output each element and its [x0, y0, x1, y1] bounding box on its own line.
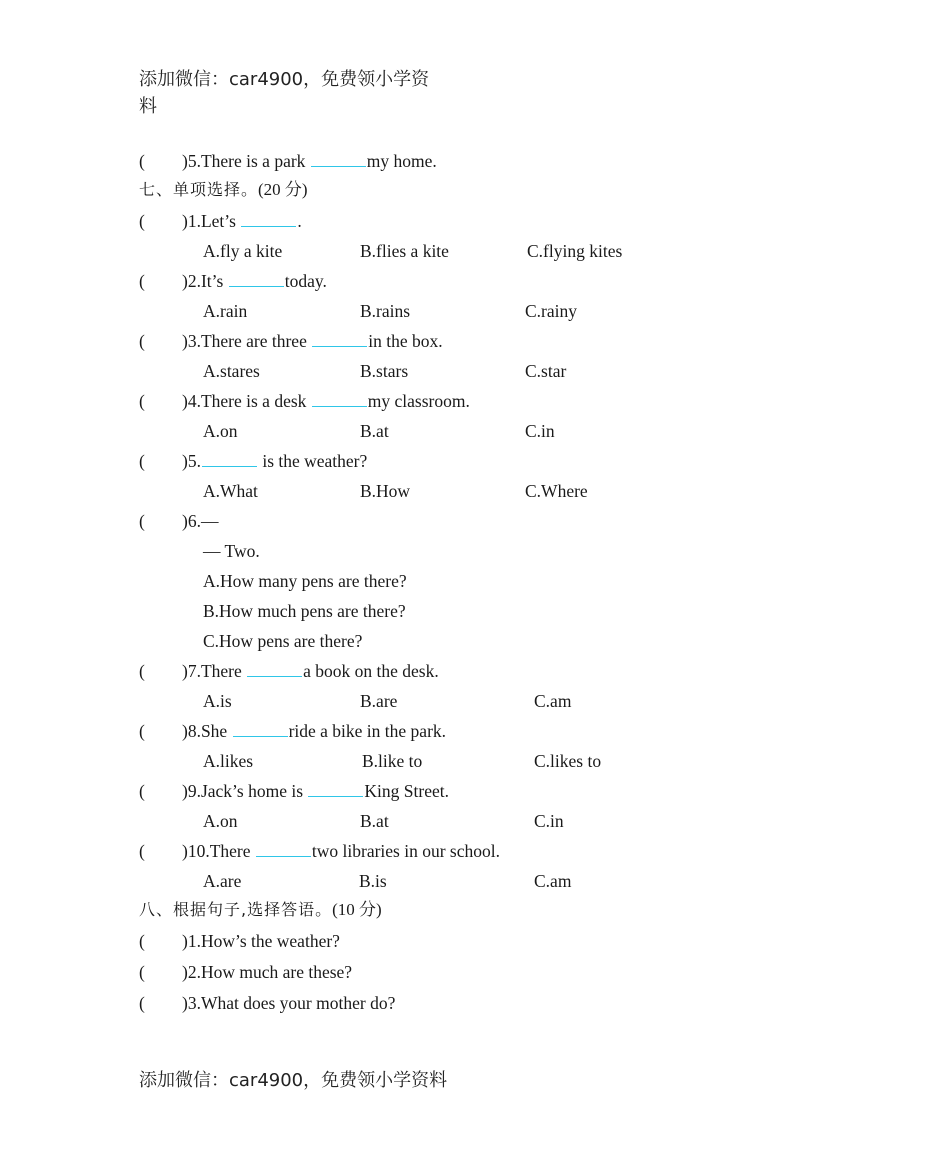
answer-blank: [312, 329, 367, 347]
question-stem-post: my home.: [366, 151, 437, 171]
question-line: [139, 449, 367, 473]
watermark-bottom: 添加微信：car4900，免费领小学资料: [139, 1070, 448, 1091]
question-stem-pre: )4.There is a desk: [182, 391, 307, 411]
answer-blank: [233, 719, 288, 737]
question-stem-post: King Street.: [364, 781, 449, 801]
option-b: B.like to: [362, 751, 423, 771]
answer-blank: [311, 149, 366, 167]
question-stem-post: a book on the desk.: [303, 661, 439, 681]
question-stem-post: two libraries in our school.: [311, 841, 500, 861]
answer-paren: (: [139, 841, 145, 861]
question-stem-pre: )2.It’s: [182, 271, 224, 291]
answer-blank: [256, 839, 311, 857]
answer-paren: (: [139, 211, 145, 231]
question-stem-post: is the weather?: [257, 451, 368, 471]
section-title: 七、单项选择。: [139, 180, 259, 199]
answer-paren: (: [139, 781, 145, 801]
question-line: [139, 509, 218, 533]
answer-paren: (: [139, 151, 145, 171]
section-score: (10 分): [332, 900, 382, 919]
option-a: A.likes: [203, 751, 254, 771]
option-a: A.What: [203, 481, 258, 501]
answer-blank: [247, 659, 302, 677]
question-line: [139, 719, 446, 743]
option-a: A.on: [203, 421, 238, 441]
question-stem-post: my classroom.: [367, 391, 470, 411]
question-stem-pre: )3.There are three: [182, 331, 307, 351]
option-a: A.are: [203, 871, 242, 891]
question-line: [139, 269, 327, 293]
option-c: C.star: [525, 361, 567, 381]
question-line: [139, 839, 500, 863]
option-c: C.in: [534, 811, 564, 831]
question-stem: )2.How much are these?: [182, 962, 353, 982]
question-stem-pre: )7.There: [182, 661, 242, 681]
question-stem-pre: )5.: [182, 451, 201, 471]
section-score: (20 分): [258, 180, 308, 199]
watermark-top-line1: 添加微信：car4900，免费领小学资: [139, 69, 430, 90]
question-stem: )3.What does your mother do?: [182, 993, 396, 1013]
option-b: B.rains: [360, 301, 411, 321]
option-b: B.flies a kite: [360, 241, 449, 261]
answer-paren: (: [139, 511, 145, 531]
question-line: [139, 329, 443, 353]
option-c: C.How pens are there?: [203, 631, 363, 651]
answer-paren: (: [139, 962, 145, 982]
answer-paren: (: [139, 391, 145, 411]
question-line: [139, 209, 302, 233]
option-c: C.am: [534, 691, 572, 711]
question-stem: )6.—: [182, 511, 219, 531]
answer-blank: [229, 269, 284, 287]
option-b: B.How much pens are there?: [203, 601, 406, 621]
question-line: [139, 991, 395, 1015]
question-stem-post: today.: [284, 271, 327, 291]
option-c: C.likes to: [534, 751, 602, 771]
option-b: B.at: [360, 421, 389, 441]
question-stem-pre: )5.There is a park: [182, 151, 306, 171]
answer-blank: [308, 779, 363, 797]
answer-blank: [202, 449, 257, 467]
answer-paren: (: [139, 993, 145, 1013]
answer-paren: (: [139, 271, 145, 291]
answer-paren: (: [139, 451, 145, 471]
question-stem-pre: )1.Let’s: [182, 211, 236, 231]
option-c: C.flying kites: [527, 241, 623, 261]
option-c: C.am: [534, 871, 572, 891]
answer-blank: [312, 389, 367, 407]
question-stem-pre: )10.There: [182, 841, 251, 861]
answer-paren: (: [139, 931, 145, 951]
question-stem-pre: )9.Jack’s home is: [182, 781, 304, 801]
option-a: A.How many pens are there?: [203, 571, 407, 591]
option-b: B.How: [360, 481, 411, 501]
question-line: [139, 960, 352, 984]
option-a: A.rain: [203, 301, 248, 321]
answer-paren: (: [139, 721, 145, 741]
option-a: A.stares: [203, 361, 260, 381]
question-line: [139, 929, 340, 953]
question-line: [139, 779, 449, 803]
question-stem-post: ride a bike in the park.: [288, 721, 447, 741]
option-c: C.Where: [525, 481, 588, 501]
option-a: A.on: [203, 811, 238, 831]
option-b: B.at: [360, 811, 389, 831]
question-stem-post: .: [297, 211, 302, 231]
option-b: B.are: [360, 691, 398, 711]
option-b: B.stars: [360, 361, 409, 381]
question-line: [139, 389, 470, 413]
question-line: [139, 149, 437, 173]
question-stem-pre: )8.She: [182, 721, 228, 741]
watermark-top: [139, 66, 459, 120]
dialogue-reply: — Two.: [203, 541, 260, 561]
question-stem-post: in the box.: [368, 331, 443, 351]
answer-paren: (: [139, 331, 145, 351]
option-a: A.is: [203, 691, 232, 711]
answer-blank: [241, 209, 296, 227]
option-b: B.is: [359, 871, 387, 891]
option-c: C.rainy: [525, 301, 578, 321]
question-stem: )1.How’s the weather?: [182, 931, 340, 951]
option-a: A.fly a kite: [203, 241, 283, 261]
section-8-heading: [139, 898, 382, 922]
option-c: C.in: [525, 421, 555, 441]
answer-paren: (: [139, 661, 145, 681]
watermark-top-line2: 料: [139, 96, 157, 117]
question-line: [139, 659, 439, 683]
section-title: 八、根据句子,选择答语。: [139, 900, 333, 919]
section-7-heading: [139, 178, 308, 202]
